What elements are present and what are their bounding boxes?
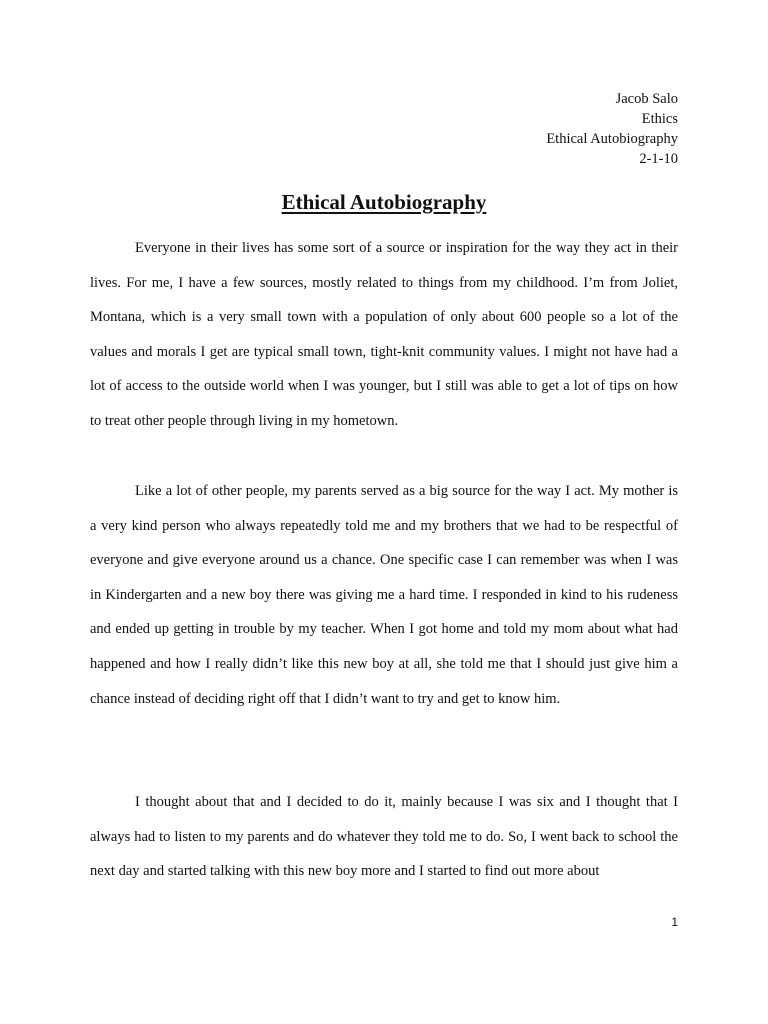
document-header [546,89,678,169]
assignment-name: Ethical Autobiography [546,131,678,147]
document-title: Ethical Autobiography [281,190,487,214]
paragraph: Everyone in their lives has some sort of a source or inspiration for the way they act in their lives. For me, I have a few sources, mostly related to things from my childhood. I’m from Joliet, Montana, which is a very small town with a population of only about 600 people so a lot of the values and morals I get are typical small town, tight-knit community values. I might not have had a lot of access to the outside world when I was younger, but I still was able to get a lot of tips on how to treat other people through living in my hometown. [90,240,678,429]
paragraph: I thought about that and I decided to do it, mainly because I was six and I thought that I always had to listen to my parents and do whatever they told me to do. So, I went back to school the next day and started talking with this new boy more and I started to find out more about [90,794,678,880]
course-name: Ethics [641,111,678,127]
page-number: 1 [671,915,678,929]
paragraph: Like a lot of other people, my parents served as a big source for the way I act. My mother is a very kind person who always repeatedly told me and my brothers that we had to be respectful of everyone and give everyone around us a chance. One specific case I can remember was when I was in Kindergarten and a new boy there was giving me a hard time. I responded in kind to his rudeness and ended up getting in trouble by my teacher. When I got home and told my mom about what had happened and how I really didn’t like this new boy at all, she told me that I should just give him a chance instead of deciding right off that I didn’t want to try and get to know him. [90,483,678,707]
document-date: 2-1-10 [639,151,678,167]
author-name: Jacob Salo [615,91,678,107]
